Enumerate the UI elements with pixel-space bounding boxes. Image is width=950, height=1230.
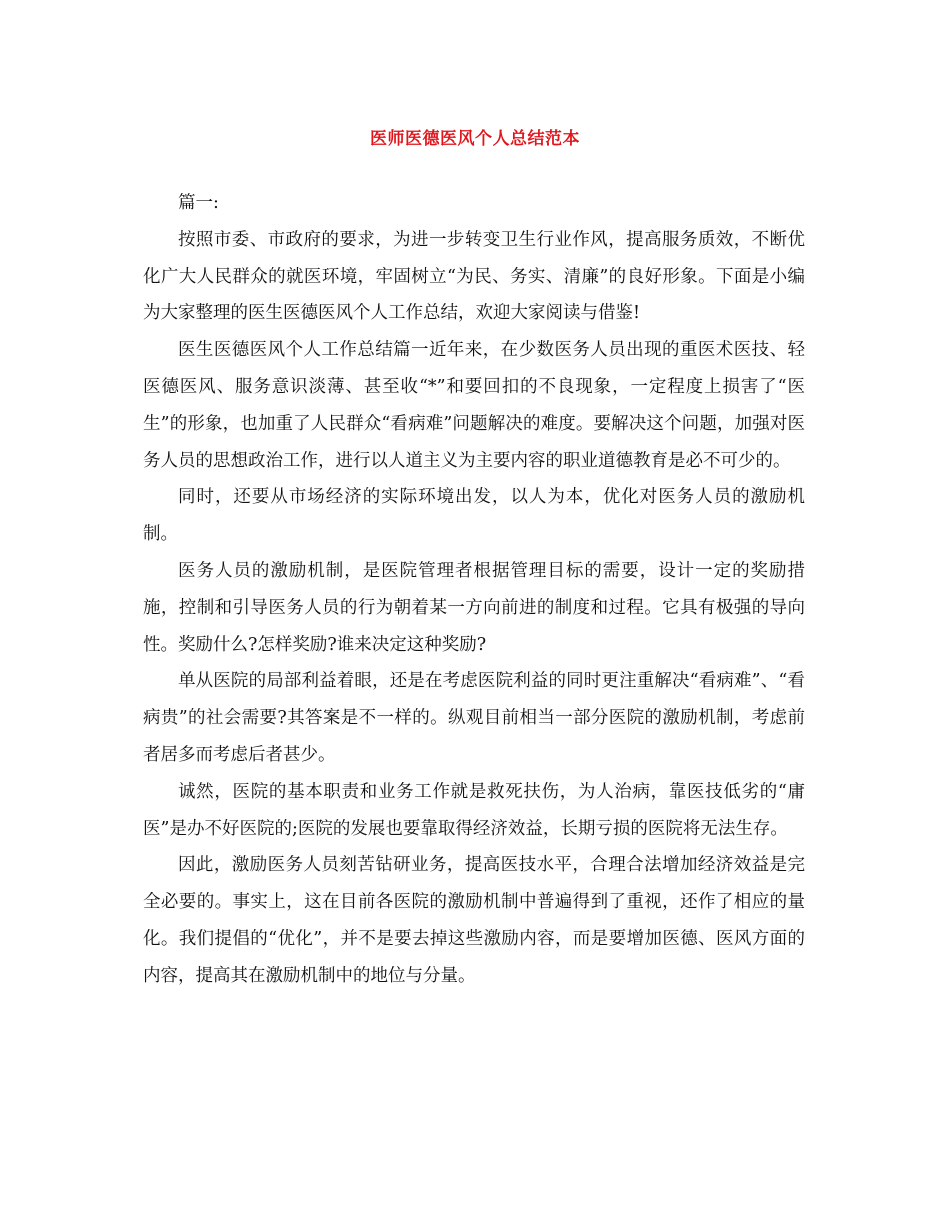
paragraph-section-label: 篇一: [178, 193, 219, 213]
document-body [143, 185, 805, 995]
paragraph-4: 单从医院的局部利益着眼，还是在考虑医院利益的同时更注重解决“看病难”、“看病贵”的社会需要?其答案是不一样的。纵观目前相当一部分医院的激励机制，考虑前者居多而考虑后者甚少。 [143, 671, 805, 765]
paragraph-1: 医生医德医风个人工作总结篇一近年来，在少数医务人员出现的重医术医技、轻医德医风、服务意识淡薄、甚至收“*”和要回扣的不良现象，一定程度上损害了“医生”的形象，也加重了人民群众“看病难”问题解决的难度。要解决这个问题，加强对医务人员的思想政治工作，进行以人道主义为主要内容的职业道德教育是必不可少的。 [143, 340, 805, 471]
paragraph-5: 诚然，医院的基本职责和业务工作就是救死扶伤，为人治病，靠医技低劣的“庸医”是办不好医院的;医院的发展也要靠取得经济效益，长期亏损的医院将无法生存。 [143, 781, 805, 839]
paragraph-2: 同时，还要从市场经济的实际环境出发，以人为本，优化对医务人员的激励机制。 [143, 487, 805, 545]
paragraph-intro: 按照市委、市政府的要求，为进一步转变卫生行业作风，提高服务质效，不断优化广大人民群众的就医环境，牢固树立“为民、务实、清廉”的良好形象。下面是小编为大家整理的医生医德医风个人工作总结，欢迎大家阅读与借鉴! [143, 229, 805, 324]
document-title: 医师医德医风个人总结范本 [370, 129, 580, 149]
paragraph-6: 因此，激励医务人员刻苦钻研业务，提高医技水平，合理合法增加经济效益是完全必要的。事实上，这在目前各医院的激励机制中普遍得到了重视，还作了相应的量化。我们提倡的“优化”，并不是要去掉这些激励内容，而是要增加医德、医风方面的内容，提高其在激励机制中的地位与分量。 [143, 855, 805, 986]
paragraph-3: 医务人员的激励机制，是医院管理者根据管理目标的需要，设计一定的奖励措施，控制和引导医务人员的行为朝着某一方向前进的制度和过程。它具有极强的导向性。奖励什么?怎样奖励?谁来决定这种奖励? [143, 560, 805, 655]
